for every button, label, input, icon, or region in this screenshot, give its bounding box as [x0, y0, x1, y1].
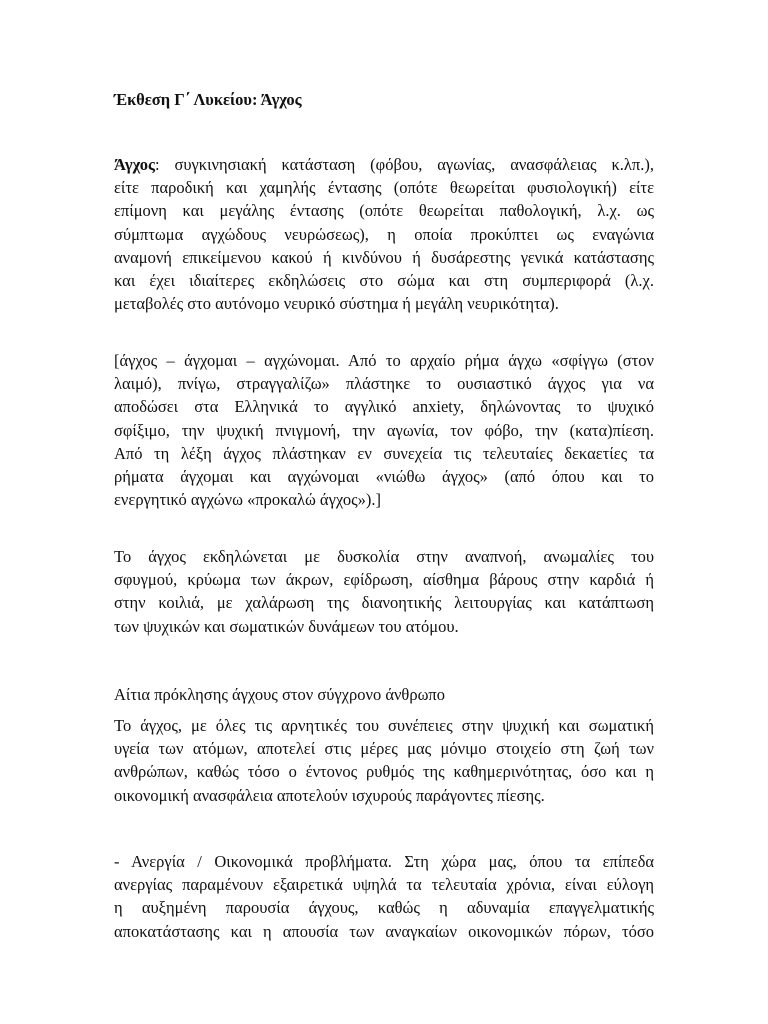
text-line: Από τη λέξη άγχος πλάστηκαν εν συνεχεία τις τελευταίες δεκαετίες τα — [114, 443, 654, 463]
text-line: είτε παροδική και χαμηλής έντασης (οπότε θεωρείται φυσιολογική) είτε — [114, 178, 654, 198]
text-line: των ψυχικών και σωματικών δυνάμεων του ατόμου. — [114, 616, 459, 636]
text-line: στην κοιλιά, με χαλάρωση της διανοητικής λειτουργίας και κατάπτωση — [114, 593, 654, 613]
text-line: σφυγμού, κρύωμα των άκρων, εφίδρωση, αίσθημα βάρους στην καρδιά ή — [114, 570, 654, 590]
text-line: αποδώσει στα Ελληνικά το αγγλικό anxiety, δηλώνοντας το ψυχικό — [114, 397, 654, 417]
text-line: ενεργητικό αγχώνω «προκαλώ άγχος»).] — [114, 490, 381, 510]
text-line: αποκατάστασης και η απουσία των αναγκαίων οικονομικών πόρων, τόσο — [114, 921, 654, 941]
text-line: σύμπτωμα αγχώδους νευρώσεως), η οποία προκύπτει ως εναγώνια — [114, 224, 654, 244]
text-line: σφίξιμο, την ψυχική πνιγμονή, την αγωνία, τον φόβο, την (κατα)πίεση. — [114, 420, 654, 440]
text-line: ρήματα άγχομαι και αγχώνομαι «νιώθω άγχος» (από όπου και το — [114, 467, 654, 487]
text-line — [114, 153, 654, 176]
text-line: υγεία των ατόμων, αποτελεί στις μέρες μας μόνιμο στοιχείο στη ζωή των — [114, 739, 654, 759]
text-line: και έχει ιδιαίτερες εκδηλώσεις στο σώμα και στη συμπεριφορά (λ.χ. — [114, 271, 654, 291]
text-line: επίμονη και μεγάλης έντασης (οπότε θεωρείται παθολογική, λ.χ. ως — [114, 201, 654, 221]
text-line: μεταβολές στο αυτόνομο νευρικό σύστημα ή μεγάλη νευρικότητα). — [114, 294, 559, 314]
text-line: Το άγχος εκδηλώνεται με δυσκολία στην αναπνοή, ανωμαλίες του — [114, 547, 654, 566]
unemployment-paragraph — [114, 850, 654, 943]
text-line: - Ανεργία / Οικονομικά προβλήματα. Στη χώρα μας, όπου τα επίπεδα — [114, 852, 654, 871]
text-line: Το άγχος, με όλες τις αρνητικές του συνέπειες στην ψυχική και σωματική — [114, 716, 654, 735]
text-line: αναμονή επικείμενου κακού ή κινδύνου ή δυσάρεστης γενικά κατάστασης — [114, 247, 654, 267]
section-heading: Αίτια πρόκλησης άγχους στον σύγχρονο άνθρωπο — [114, 685, 446, 704]
text-line: η αυξημένη παρουσία άγχους, καθώς η αδυναμία επαγγελματικής — [114, 898, 654, 918]
text-line: [άγχος – άγχομαι – αγχώνομαι. Από το αρχαίο ρήμα άγχω «σφίγγω (στον — [114, 351, 654, 370]
symptoms-paragraph — [114, 545, 654, 638]
etymology-paragraph — [114, 349, 654, 511]
text-line: οικονομική ανασφάλεια αποτελούν ισχυρούς παράγοντες πίεσης. — [114, 785, 545, 805]
document-title: Έκθεση Γ΄ Λυκείου: Άγχος — [114, 90, 302, 109]
causes-intro-paragraph — [114, 714, 654, 807]
text-line: λαιμό), πνίγω, στραγγαλίζω» πλάστηκε το ουσιαστικό άγχος για να — [114, 374, 654, 394]
text-line-content: : συγκινησιακή κατάσταση (φόβου, αγωνίας, ανασφάλειας κ.λπ.), — [154, 155, 654, 174]
text-line: ανθρώπων, καθώς τόσο ο έντονος ρυθμός της καθημερινότητας, όσο και η — [114, 762, 654, 782]
text-line: ανεργίας παραμένουν εξαιρετικά υψηλά τα τελευταία χρόνια, είναι εύλογη — [114, 875, 654, 895]
definition-paragraph — [114, 153, 654, 315]
defined-term: Άγχος — [114, 155, 155, 174]
